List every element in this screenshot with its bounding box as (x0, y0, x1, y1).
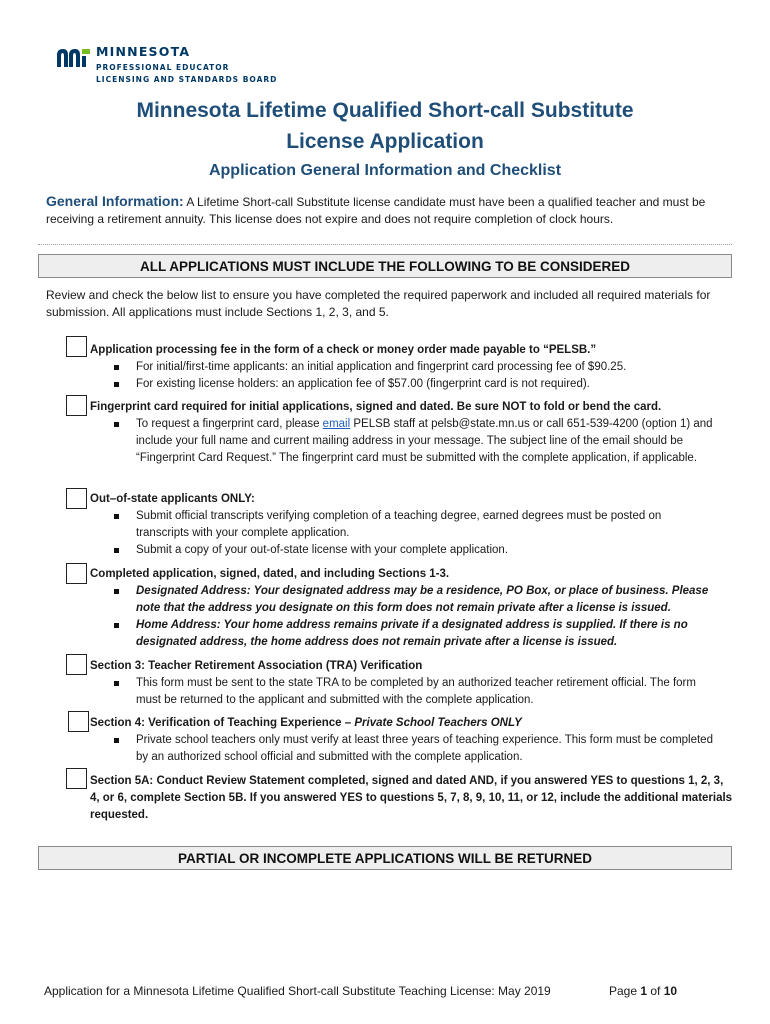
logo-name: MINNESOTA (96, 44, 191, 59)
general-information (46, 193, 736, 228)
checklist-heading: Section 5A: Conduct Review Statement completed, signed and dated AND, if you answered YES to questions 1, 2, 3, 4, or 6, complete Section 5B. If you answered YES to questions 5, 7, 8, 9, 10, 11, or 12, include the additional materials requested. (90, 775, 733, 821)
general-information-label: General Information: (46, 193, 184, 209)
bullet-icon (114, 365, 119, 370)
checklist-heading: Completed application, signed, dated, and including Sections 1-3. (90, 568, 450, 580)
review-instructions: Review and check the below list to ensure you have completed the required paperwork and included all required materials for submission. All applications must include Sections 1, 2, 3, and 5. (46, 288, 711, 319)
bullet-icon (114, 589, 119, 594)
checklist-heading: Section 4: Verification of Teaching Experience – Private School Teachers ONLY (90, 717, 522, 729)
checkbox-out-of-state[interactable] (66, 488, 87, 509)
checklist-heading: Application processing fee in the form of a check or money order made payable to “PELSB.” (90, 344, 597, 356)
general-information-text: A Lifetime Short-call Substitute license candidate must have been a qualified teacher and must be receiving a retirement annuity. This license does not expire and does not require completion of clock hours. (46, 195, 706, 226)
page-title-line-2: License Application (286, 130, 484, 153)
bullet-icon (114, 548, 119, 553)
page-title-line-1: Minnesota Lifetime Qualified Short-call Substitute (136, 99, 634, 122)
requirements-banner: ALL APPLICATIONS MUST INCLUDE THE FOLLOWING TO BE CONSIDERED (38, 254, 732, 278)
checkbox-section-5a[interactable] (66, 768, 87, 789)
bullet-icon (114, 623, 119, 628)
checkbox-fee[interactable] (66, 336, 87, 357)
bullet-icon (114, 422, 119, 427)
page-subtitle: Application General Information and Checklist (208, 162, 562, 179)
checkbox-section-3[interactable] (66, 654, 87, 675)
bullet-icon (114, 514, 119, 519)
checklist-heading: Section 3: Teacher Retirement Association (TRA) Verification (90, 660, 423, 672)
logo-subtitle-2: LICENSING AND STANDARDS BOARD (96, 75, 278, 84)
footer-title: Application for a Minnesota Lifetime Qualified Short-call Substitute Teaching License: May 2019 (44, 984, 551, 998)
document-page: MINNESOTA PROFESSIONAL EDUCATOR LICENSING AND STANDARDS BOARD Minnesota Lifetime Qualified Short-call Substitute License Application Application General Information and Checklist General Information: A Lifetime Short-call Substitute license candidate must have been a qualified teacher and must be receiving a retirement annuity. This license does not expire and does not require completion of clock hours. ALL APPLICATIONS MUST INCLUDE THE FOLLOWING TO BE CONSIDERED Review and check the below list to ensure you have completed the required paperwork and included all required materials for submission. All applications must include Sections 1, 2, 3, and 5. Application processing fee in the form of a check or money order made payable to “PELSB.” For initial/first-time applicants: an initial application and fingerprint card processing fee of $90.25. For existing license holders: an application fee of $57.00 (fingerprint card is not required). Fingerprint card required for initial applications, signed and dated. Be sure NOT to fold or bend the card. To request a fingerprint card, please email PELSB staff at pelsb@state.mn.us or call 651-539-4200 (option 1) and include your full name and current mailing address in your message. The subject line of the email should be “Fingerprint Card Request.” The fingerprint card must be submitted with the complete application, if applicable. Out–of-state applicants ONLY: Submit official transcripts verifying completion of a teaching degree, earned degrees must be posted on transcripts with your complete application. Submit a copy of your out-of-state license with your complete application. Completed application, signed, dated, and including Sections 1-3. Designated Address: Your designated address may be a residence, PO Box, or place of business. Please note that the address you designate on this form does not remain private after a license is issued. Home Address: Your home address remains private if a designated address is supplied. If there is no designated address, the home address does not remain private after a license is issued. Section 3: Teacher Retirement Association (TRA) Verification This form must be sent to the state TRA to be completed by an authorized teacher retirement official. The form must be returned to the applicant and submitted with the complete application. Section 4: Verification of Teaching Experience – Private School Teachers ONLY Private school teachers only must verify at least three years of teaching experience. This form must be completed by an authorized school official and submitted with the complete application. Section 5A: Conduct Review Statement completed, signed and dated AND, if you answered YES to questions 1, 2, 3, 4, or 6, complete Section 5B. If you answered YES to questions 5, 7, 8, 9, 10, 11, or 12, include the additional materials requested. PARTIAL OR INCOMPLETE APPLICATIONS WILL BE RETURNED Application for a Minnesota Lifetime Qualified Short-call Substitute Teaching License: May 2019 Page 1 of 10 (0, 0, 770, 1024)
checklist-heading: Fingerprint card required for initial applications, signed and dated. Be sure NOT to fold or bend the card. (90, 401, 662, 413)
checkbox-section-4[interactable] (68, 711, 89, 732)
bullet-icon (114, 738, 119, 743)
minnesota-logo-icon (56, 46, 92, 68)
page-footer (44, 984, 744, 998)
divider (38, 244, 732, 245)
checklist-heading: Out–of-state applicants ONLY: (90, 493, 255, 505)
page-number: Page 1 of 10 (609, 984, 678, 998)
checkbox-fingerprint[interactable] (66, 395, 87, 416)
bullet-icon (114, 681, 119, 686)
incomplete-warning-banner: PARTIAL OR INCOMPLETE APPLICATIONS WILL BE RETURNED (38, 846, 732, 870)
bullet-icon (114, 382, 119, 387)
checkbox-completed-application[interactable] (66, 563, 87, 584)
email-link[interactable]: email (322, 418, 351, 430)
logo-subtitle-1: PROFESSIONAL EDUCATOR (96, 63, 230, 72)
